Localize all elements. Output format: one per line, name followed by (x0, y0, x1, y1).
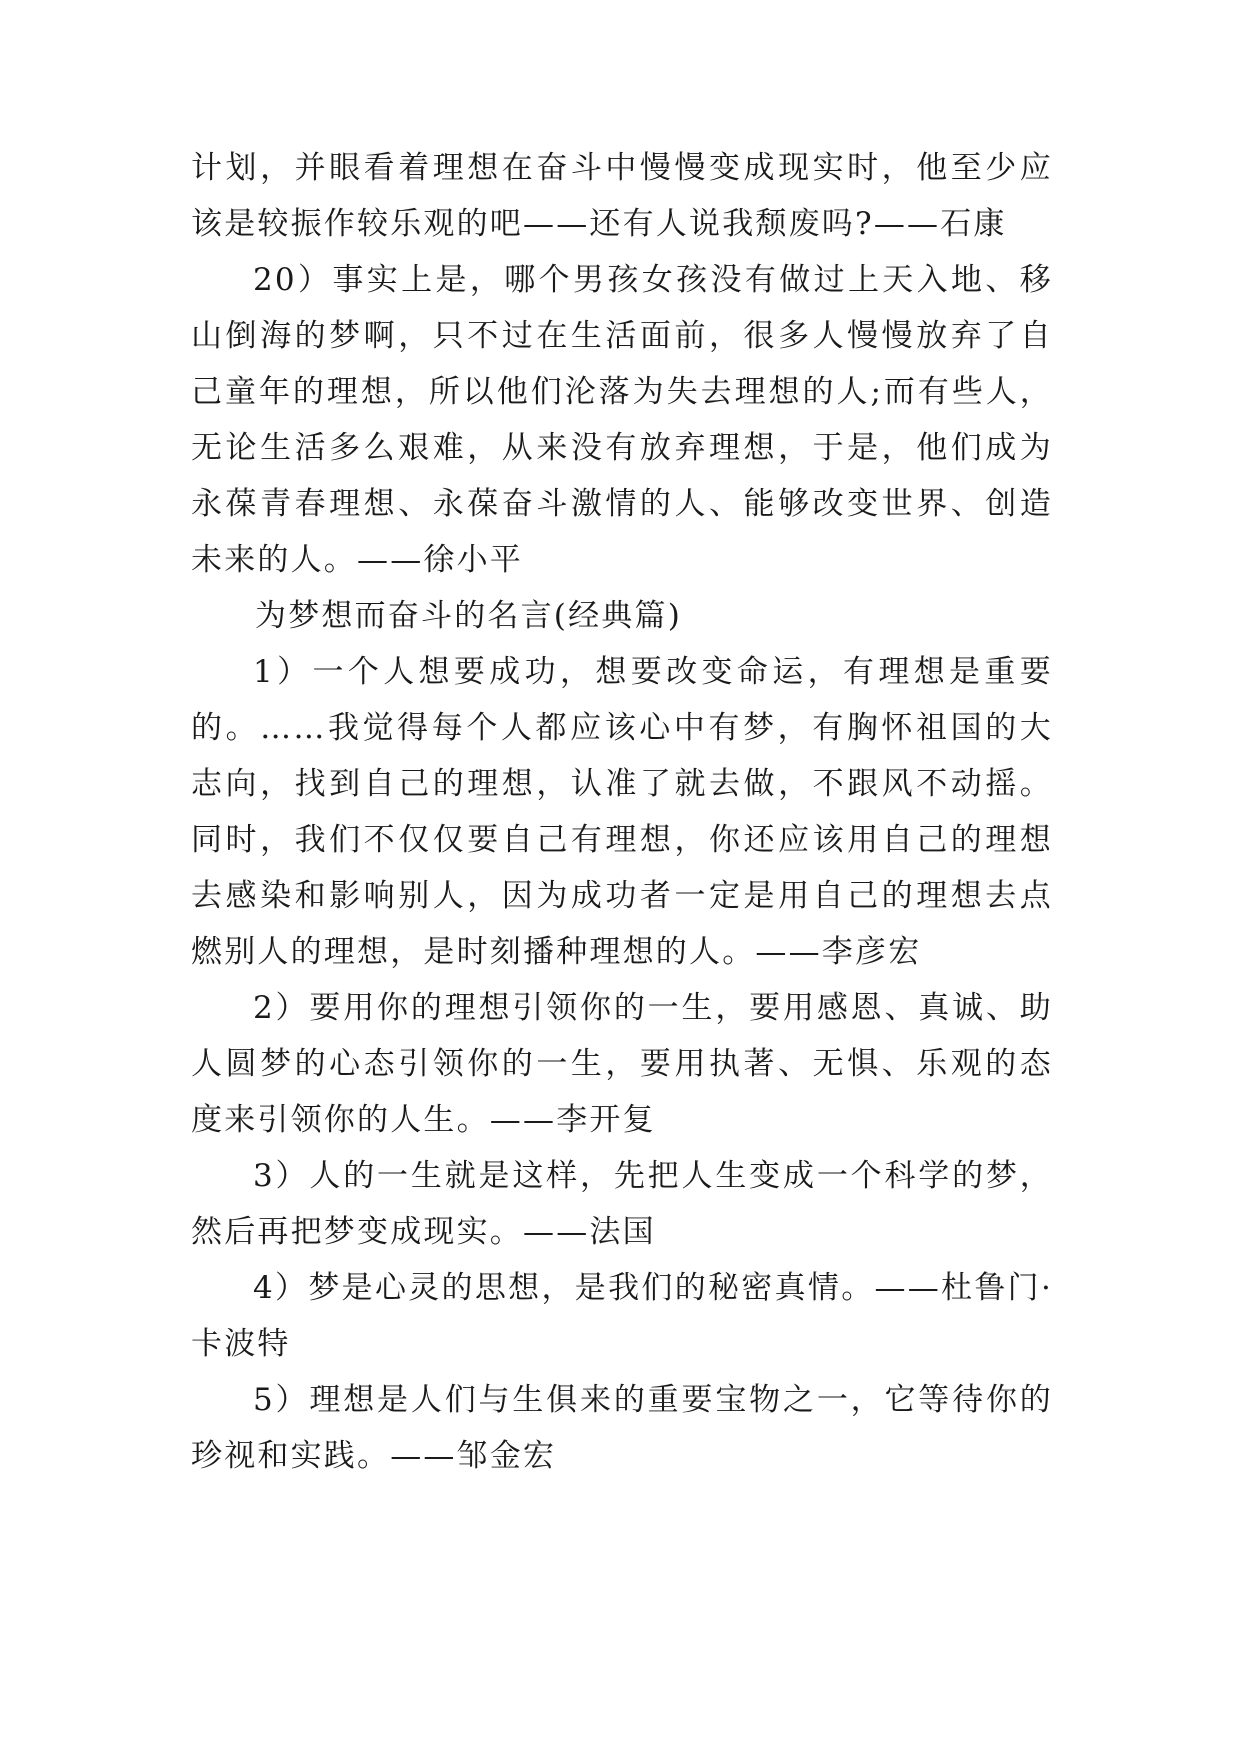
paragraph-section-quote-5: 5）理想是人们与生俱来的重要宝物之一，它等待你的珍视和实践。——邹金宏 (191, 1382, 1053, 1474)
document-page (191, 140, 1053, 1484)
paragraph-section-quote-4: 4）梦是心灵的思想，是我们的秘密真情。——杜鲁门·卡波特 (191, 1270, 1053, 1362)
paragraph-section-quote-3: 3）人的一生就是这样，先把人生变成一个科学的梦，然后再把梦变成现实。——法国 (191, 1158, 1053, 1250)
paragraph-section-quote-2: 2）要用你的理想引领你的一生，要用感恩、真诚、助人圆梦的心态引领你的一生，要用执著、无惧、乐观的态度来引领你的人生。——李开复 (191, 990, 1053, 1138)
paragraph-quote-20: 20）事实上是，哪个男孩女孩没有做过上天入地、移山倒海的梦啊，只不过在生活面前，很多人慢慢放弃了自己童年的理想，所以他们沦落为失去理想的人;而有些人，无论生活多么艰难，从来没有放弃理想，于是，他们成为永葆青春理想、永葆奋斗激情的人、能够改变世界、创造未来的人。——徐小平 (191, 262, 1053, 578)
paragraph-continued-quote-19: 计划，并眼看着理想在奋斗中慢慢变成现实时，他至少应该是较振作较乐观的吧——还有人说我颓废吗?——石康 (191, 150, 1053, 242)
paragraph-section-quote-1: 1）一个人想要成功，想要改变命运，有理想是重要的。……我觉得每个人都应该心中有梦，有胸怀祖国的大志向，找到自己的理想，认准了就去做，不跟风不动摇。同时，我们不仅仅要自己有理想，你还应该用自己的理想去感染和影响别人，因为成功者一定是用自己的理想去点燃别人的理想，是时刻播种理想的人。——李彦宏 (191, 654, 1053, 970)
section-title: 为梦想而奋斗的名言(经典篇) (255, 598, 682, 634)
